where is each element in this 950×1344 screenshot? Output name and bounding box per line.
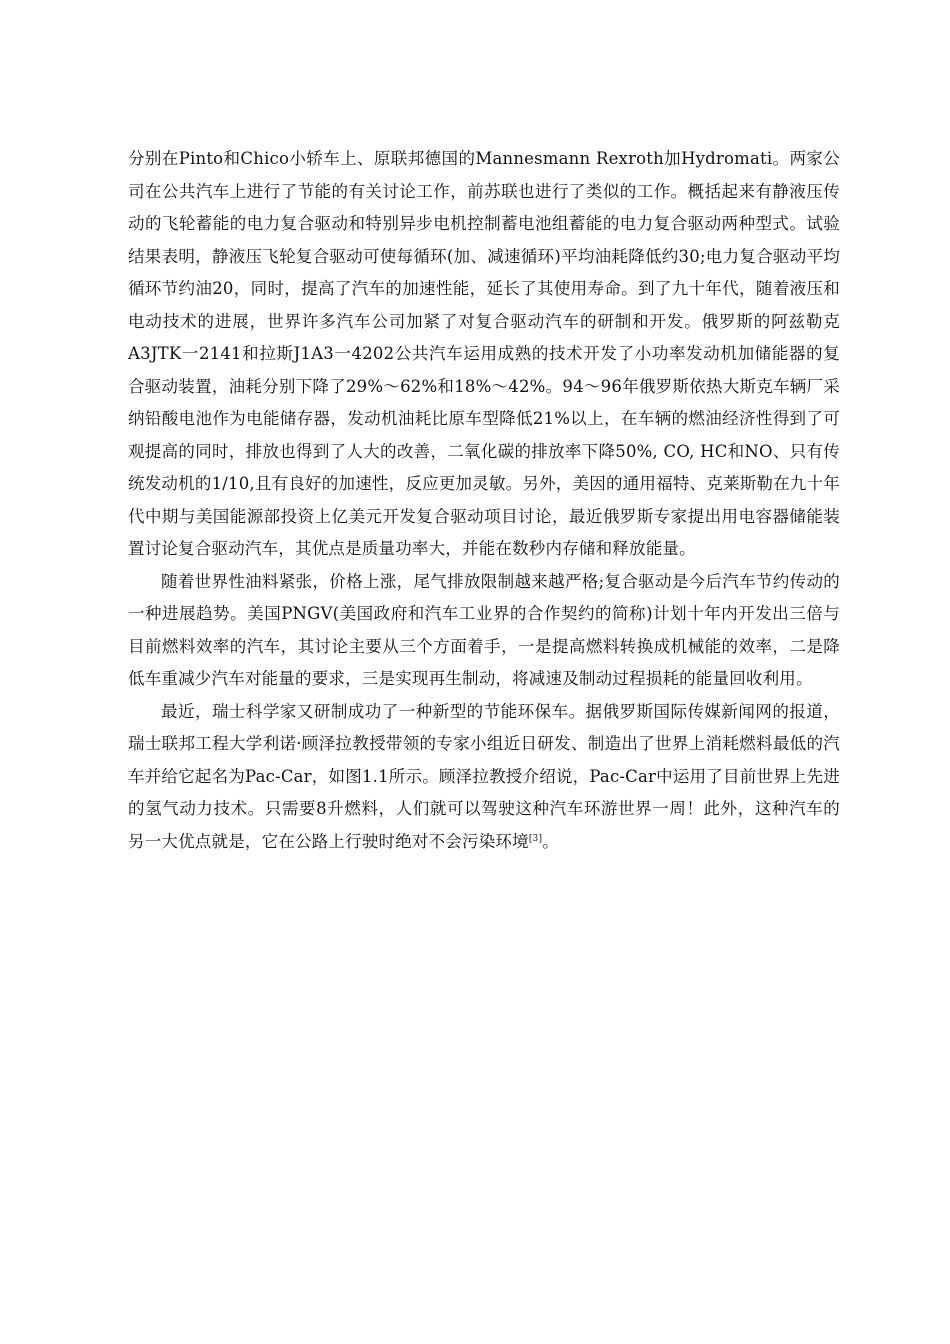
paragraph-1: 分别在Pinto和Chico小轿车上、原联邦德国的Mannesmann Rexroth加Hydromati。两家公司在公共汽车上进行了节能的有关讨论工作，前苏联也进行了类似的工作。概括起来有静液压传动的飞轮蓄能的电力复合驱动和特别异步电机控制蓄电池组蓄能的电力复合驱动两种型式。试验结果表明，静液压飞轮复合驱动可使每循环(加、减速循环)平均油耗降低约30;电力复合驱动平均循环节约油20，同时，提高了汽车的加速性能，延长了其使用寿命。到了九十年代，随着液压和电动技术的进展，世界许多汽车公司加紧了对复合驱动汽车的研制和开发。俄罗斯的阿兹勒克A3JTK一2141和拉斯J1A3一4202公共汽车运用成熟的技术开发了小功率发动机加储能器的复合驱动装置，油耗分别下降了29%～62%和18%～42%。94～96年俄罗斯依热大斯克车辆厂采纳铅酸电池作为电能储存器，发动机油耗比原车型降低21%以上，在车辆的燃油经济性得到了可观提高的同时，排放也得到了人大的改善，二氧化碳的排放率下降50%, CO, HC和NO、只有传统发动机的1/10,且有良好的加速性，反应更加灵敏。另外，美因的通用福特、克莱斯勒在九十年代中期与美国能源部投资上亿美元开发复合驱动项目讨论，最近俄罗斯专家提出用电容器储能装置讨论复合驱动汽车，其优点是质量功率大，并能在数秒内存储和释放能量。 <box>128 149 840 558</box>
citation-reference: [3] <box>528 833 543 844</box>
paragraph-3 <box>128 696 840 859</box>
paragraph-3-tail: 。 <box>542 831 559 851</box>
paragraph-3-text: 最近，瑞士科学家又研制成功了一种新型的节能环保车。据俄罗斯国际传媒新闻网的报道，瑞士联邦工程大学利诺·顾泽拉教授带领的专家小组近日研发、制造出了世界上消耗燃料最低的汽车并给它起名为Pac-Car，如图1.1所示。顾泽拉教授介绍说，Pac-Car中运用了目前世界上先进的氢气动力技术。只需要8升燃料，人们就可以驾驶这种汽车环游世界一周！此外，这种汽车的另一大优点就是，它在公路上行驶时绝对不会污染环境 <box>128 701 840 851</box>
paragraph-2: 随着世界性油料紧张，价格上涨，尾气排放限制越来越严格;复合驱动是今后汽车节约传动的一种进展趋势。美国PNGV(美国政府和汽车工业界的合作契约的简称)计划十年内开发出三倍与目前燃料效率的汽车，其讨论主要从三个方面着手，一是提高燃料转换成机械能的效率，二是降低车重减少汽车对能量的要求，三是实现再生制动，将减速及制动过程损耗的能量回收利用。 <box>128 571 840 688</box>
document-body <box>128 143 840 858</box>
